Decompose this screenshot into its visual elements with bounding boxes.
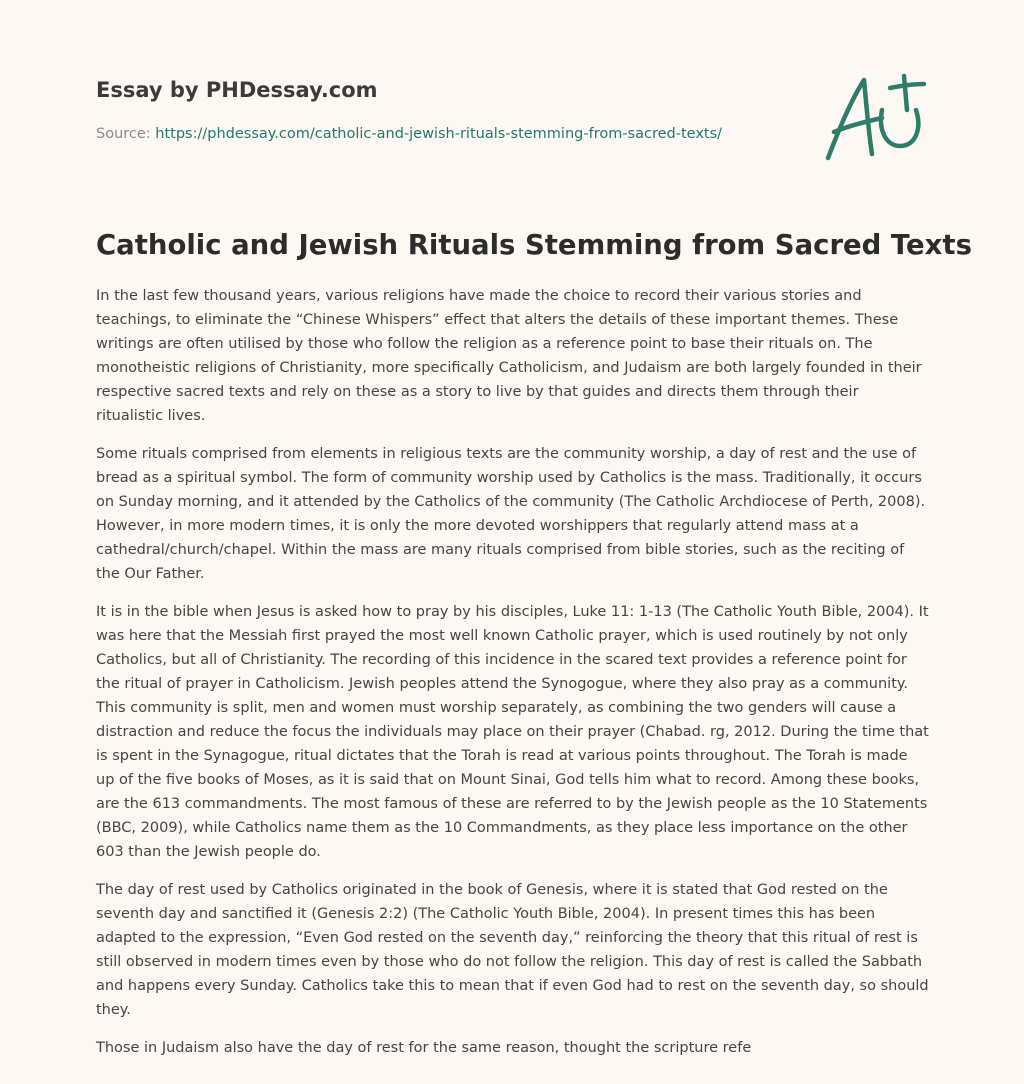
essay-paragraph: It is in the bible when Jesus is asked how to pray by his disciples, Luke 11: 1-13 (The Catholic Youth Bible, 2004). It was here that the Messiah first prayed the most well known Catholic prayer, which is used routinely by not only Catholics, but all of Christianity. The recording of this incidence in the scared text provides a reference point for the ritual of prayer in Catholicism. Jewish peoples attend the Synogogue, where they also pray as a community. This community is split, men and women must worship separately, as combining the two genders will cause a distraction and reduce the focus the individuals may place on their prayer (Chabad. rg, 2012. During the time that is spent in the Synagogue, ritual dictates that the Torah is read at various points throughout. The Torah is made up of the five books of Moses, as it is said that on Mount Sinai, God tells him what to record. Among these books, are the 613 commandments. The most famous of these are referred to by the Jewish people as the 10 Statements (BBC, 2009), while Catholics name them as the 10 Commandments, as they place less importance on the other 603 than the Jewish people do. <box>96 604 929 860</box>
essay-paragraph: The day of rest used by Catholics originated in the book of Genesis, where it is stated that God rested on the seventh day and sanctified it (Genesis 2:2) (The Catholic Youth Bible, 2004). In present times this has been adapted to the expression, “Even God rested on the seventh day,” reinforcing the theory that this ritual of rest is still observed in modern times even by those who do not follow the religion. This day of rest is called the Sabbath and happens every Sunday. Catholics take this to mean that if even God had to rest on the seventh day, so should they. <box>96 882 929 1018</box>
site-brand: Essay by PHDessay.com <box>96 78 378 102</box>
page-header <box>96 72 796 144</box>
source-line <box>96 124 796 144</box>
essay-body <box>96 284 930 1074</box>
source-label: Source: <box>96 126 156 142</box>
essay-title: Catholic and Jewish Rituals Stemming from Sacred Texts <box>96 229 972 261</box>
a-plus-logo-icon <box>820 66 932 166</box>
source-link[interactable]: https://phdessay.com/catholic-and-jewish-rituals-stemming-from-sacred-texts/ <box>155 126 723 142</box>
essay-paragraph: Some rituals comprised from elements in religious texts are the community worship, a day of rest and the use of bread as a spiritual symbol. The form of community worship used by Catholics is the mass. Traditionally, it occurs on Sunday morning, and it attended by the Catholics of the community (The Catholic Archdiocese of Perth, 2008). However, in more modern times, it is only the more devoted worshippers that regularly attend mass at a cathedral/church/chapel. Within the mass are many rituals comprised from bible stories, such as the reciting of the Our Father. <box>96 446 926 582</box>
essay-paragraph: Those in Judaism also have the day of rest for the same reason, thought the scripture refe <box>96 1040 752 1056</box>
essay-paragraph: In the last few thousand years, various religions have made the choice to record their various stories and teachings, to eliminate the “Chinese Whispers” effect that alters the details of these important themes. These writings are often utilised by those who follow the religion as a reference point to base their rituals on. The monotheistic religions of Christianity, more specifically Catholicism, and Judaism are both largely founded in their respective sacred texts and rely on these as a story to live by that guides and directs them through their ritualistic lives. <box>96 288 922 424</box>
